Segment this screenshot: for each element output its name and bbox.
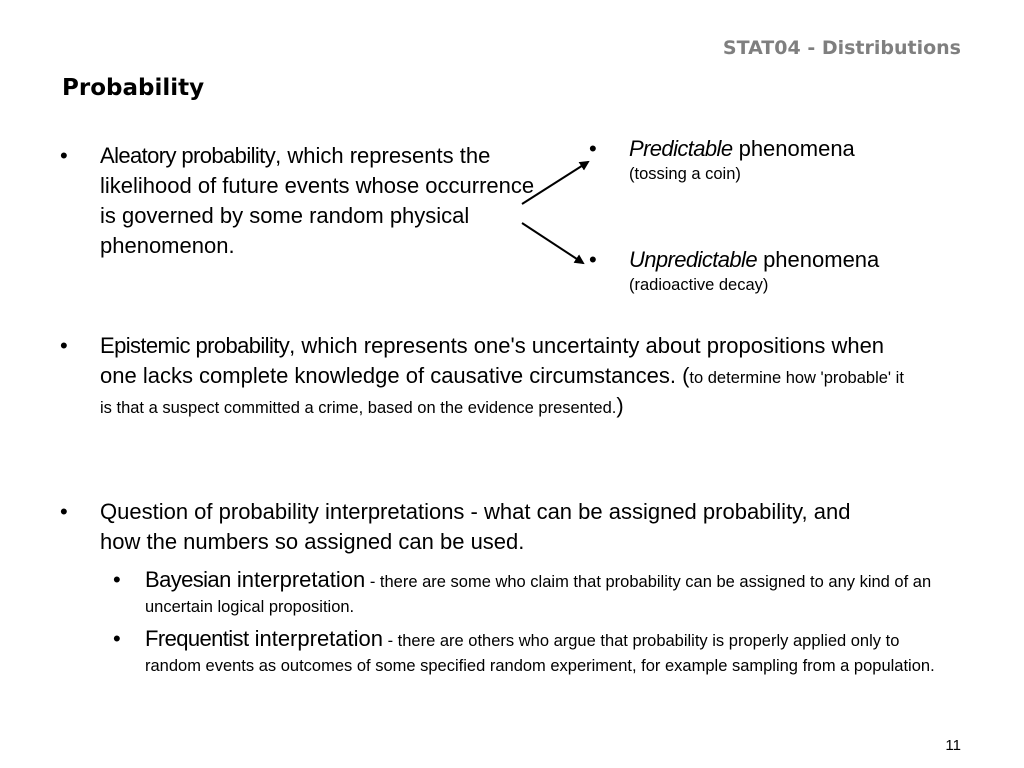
slide-number: 11 xyxy=(945,737,961,754)
slide-title: Probability xyxy=(62,75,205,101)
predictable-example: (tossing a coin) xyxy=(629,165,741,183)
bullet-icon: • xyxy=(113,567,121,592)
arrow-to-unpredictable-icon xyxy=(522,223,583,263)
epistemic-term: Epistemic probability xyxy=(100,333,290,358)
unpredictable-term: Unpredictable xyxy=(629,247,757,272)
arrow-to-predictable-icon xyxy=(522,162,588,204)
bayesian-label: interpretation xyxy=(230,567,366,592)
bullet-icon: • xyxy=(60,333,68,358)
bullet-icon: • xyxy=(113,626,121,651)
bayesian-term: Bayesian xyxy=(145,567,231,592)
bullet-probability-interpretations xyxy=(60,497,880,557)
bullet-icon: • xyxy=(589,247,597,272)
predictable-text: phenomena xyxy=(732,136,855,161)
bullet-icon: • xyxy=(60,499,68,524)
aleatory-text: , which represents the likelihood of future events whose occurrence is governed by some random physical phenomenon. xyxy=(100,143,535,258)
sub-bullet-frequentist xyxy=(113,624,935,678)
predictable-term: Predictable xyxy=(629,136,733,161)
bullet-epistemic-probability xyxy=(60,331,920,421)
epistemic-text: , which represents one's uncertainty about propositions when one lacks complete knowledge of causative circumstances. xyxy=(100,333,885,388)
bullet-unpredictable-phenomena xyxy=(589,245,999,297)
course-title: STAT04 - Distributions xyxy=(722,37,961,59)
aleatory-term: Aleatory probability xyxy=(100,143,276,168)
bullet-icon: • xyxy=(589,136,597,161)
bayesian-text: - there are some who claim that probability can be assigned to any kind of an uncertain logical proposition. xyxy=(145,573,932,616)
bullet-predictable-phenomena xyxy=(589,134,989,186)
unpredictable-example: (radioactive decay) xyxy=(629,276,769,294)
question-text: Question of probability interpretations - what can be assigned probability, and how the numbers so assigned can be used. xyxy=(100,499,851,554)
sub-bullet-bayesian xyxy=(113,565,935,619)
frequentist-term: Frequentist xyxy=(145,626,249,651)
frequentist-text: - there are others who argue that probability is properly applied only to random events as outcomes of some specified random experiment, for example sampling from a population. xyxy=(145,632,935,675)
bullet-icon: • xyxy=(60,143,68,168)
epistemic-paren-open: ( xyxy=(682,363,690,388)
epistemic-paren-close: ) xyxy=(616,393,624,418)
unpredictable-text: phenomena xyxy=(756,247,880,272)
frequentist-label: interpretation xyxy=(248,626,383,651)
epistemic-example: to determine how 'probable' it is that a suspect committed a crime, based on the evidence presented. xyxy=(100,369,904,417)
